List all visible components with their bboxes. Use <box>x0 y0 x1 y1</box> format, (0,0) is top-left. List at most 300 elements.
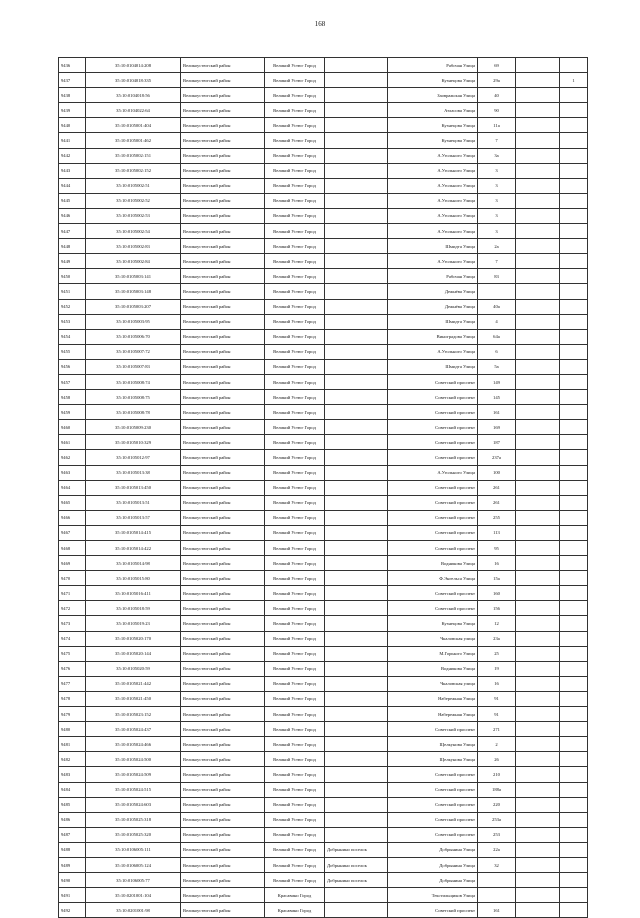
settlement-name-cell <box>325 737 388 752</box>
street-name-cell: А.Угольного Улица <box>388 148 478 163</box>
extra-field-1-cell <box>516 495 560 510</box>
extra-field-1-cell <box>516 873 560 888</box>
street-name-cell: Ф.Энгельса Улица <box>388 571 478 586</box>
row-number-cell: 9458 <box>59 390 86 405</box>
district-name-cell: Великоустюгский район <box>181 254 265 269</box>
district-name-cell: Великоустюгский район <box>181 586 265 601</box>
settlement-name-cell <box>325 178 388 193</box>
extra-field-2-cell <box>560 118 588 133</box>
city-name-cell: Великий Устюг Город <box>265 480 325 495</box>
table-row <box>59 405 588 420</box>
extra-field-2-cell <box>560 239 588 254</box>
settlement-name-cell <box>325 148 388 163</box>
row-number-cell: 9444 <box>59 178 86 193</box>
table-row <box>59 420 588 435</box>
street-name-cell: Советский проспект <box>388 450 478 465</box>
extra-field-1-cell <box>516 797 560 812</box>
extra-field-2-cell <box>560 812 588 827</box>
extra-field-1-cell <box>516 857 560 872</box>
district-name-cell: Великоустюгский район <box>181 857 265 872</box>
cadastral-number-cell: 35:10:0105007:72 <box>86 344 181 359</box>
row-number-cell: 9450 <box>59 269 86 284</box>
extra-field-1-cell <box>516 525 560 540</box>
table-row <box>59 767 588 782</box>
row-number-cell: 9438 <box>59 88 86 103</box>
district-name-cell: Великоустюгский район <box>181 631 265 646</box>
cadastral-number-cell: 35:10:0105013:450 <box>86 480 181 495</box>
city-name-cell: Великий Устюг Город <box>265 435 325 450</box>
settlement-name-cell <box>325 450 388 465</box>
street-name-cell: Кузнецова Улица <box>388 133 478 148</box>
street-name-cell: А.Угольного Улица <box>388 163 478 178</box>
cadastral-number-cell: 35:10:0105002:151 <box>86 148 181 163</box>
settlement-name-cell <box>325 827 388 842</box>
city-name-cell: Великий Устюг Город <box>265 178 325 193</box>
extra-field-2-cell <box>560 405 588 420</box>
settlement-name-cell <box>325 797 388 812</box>
street-name-cell: Дежнёва Улица <box>388 299 478 314</box>
district-name-cell: Великоустюгский район <box>181 58 265 73</box>
street-name-cell: Виноградова Улица <box>388 329 478 344</box>
extra-field-2-cell <box>560 58 588 73</box>
street-name-cell: Рабочая Улица <box>388 269 478 284</box>
extra-field-2-cell <box>560 465 588 480</box>
table-row <box>59 752 588 767</box>
table-row <box>59 827 588 842</box>
cadastral-number-cell: 35:10:0105024:515 <box>86 782 181 797</box>
city-name-cell: Великий Устюг Город <box>265 797 325 812</box>
extra-field-2-cell <box>560 707 588 722</box>
cadastral-number-cell: 35:10:0105013:57 <box>86 510 181 525</box>
city-name-cell: Великий Устюг Город <box>265 465 325 480</box>
settlement-name-cell <box>325 586 388 601</box>
district-name-cell: Великоустюгский район <box>181 510 265 525</box>
row-number-cell: 9484 <box>59 782 86 797</box>
row-number-cell: 9456 <box>59 359 86 374</box>
table-row <box>59 299 588 314</box>
street-name-cell: Текстильщиков Улица <box>388 888 478 903</box>
extra-field-2-cell <box>560 722 588 737</box>
settlement-name-cell <box>325 314 388 329</box>
house-number-cell: 2 <box>478 737 516 752</box>
house-number-cell <box>478 873 516 888</box>
house-number-cell: 90 <box>478 103 516 118</box>
settlement-name-cell <box>325 707 388 722</box>
extra-field-2-cell <box>560 510 588 525</box>
house-number-cell: 2а <box>478 239 516 254</box>
cadastral-number-cell: 35:10:0104018:56 <box>86 88 181 103</box>
district-name-cell: Великоустюгский район <box>181 480 265 495</box>
cadastral-number-cell: 35:10:0105013:51 <box>86 495 181 510</box>
city-name-cell: Великий Устюг Город <box>265 752 325 767</box>
row-number-cell: 9457 <box>59 374 86 389</box>
extra-field-2-cell <box>560 842 588 857</box>
cadastral-number-cell: 35:10:0105018:59 <box>86 601 181 616</box>
cadastral-number-cell: 35:10:0105024:509 <box>86 767 181 782</box>
extra-field-2-cell <box>560 314 588 329</box>
extra-field-1-cell <box>516 601 560 616</box>
house-number-cell: 3 <box>478 224 516 239</box>
city-name-cell: Великий Устюг Город <box>265 314 325 329</box>
row-number-cell: 9490 <box>59 873 86 888</box>
house-number-cell: 3 <box>478 163 516 178</box>
district-name-cell: Великоустюгский район <box>181 133 265 148</box>
page-number: 168 <box>314 20 326 28</box>
settlement-name-cell <box>325 782 388 797</box>
house-number-cell: 188а <box>478 782 516 797</box>
city-name-cell: Великий Устюг Город <box>265 541 325 556</box>
house-number-cell: 3а <box>478 148 516 163</box>
city-name-cell: Великий Устюг Город <box>265 616 325 631</box>
extra-field-2-cell <box>560 782 588 797</box>
cadastral-number-cell: 35:10:0105021:442 <box>86 676 181 691</box>
registry-body <box>59 58 588 918</box>
city-name-cell: Великий Устюг Город <box>265 329 325 344</box>
extra-field-2-cell <box>560 737 588 752</box>
settlement-name-cell <box>325 495 388 510</box>
district-name-cell: Великоустюгский район <box>181 314 265 329</box>
extra-field-2-cell <box>560 208 588 223</box>
row-number-cell: 9460 <box>59 420 86 435</box>
city-name-cell: Великий Устюг Город <box>265 390 325 405</box>
district-name-cell: Великоустюгский район <box>181 88 265 103</box>
house-number-cell: 16 <box>478 676 516 691</box>
extra-field-2-cell <box>560 254 588 269</box>
extra-field-1-cell <box>516 299 560 314</box>
row-number-cell: 9479 <box>59 707 86 722</box>
extra-field-1-cell <box>516 661 560 676</box>
district-name-cell: Великоустюгский район <box>181 163 265 178</box>
street-name-cell: Советский проспект <box>388 812 478 827</box>
settlement-name-cell <box>325 163 388 178</box>
settlement-name-cell <box>325 359 388 374</box>
table-row <box>59 344 588 359</box>
street-name-cell: Шмидта Улица <box>388 359 478 374</box>
extra-field-1-cell <box>516 193 560 208</box>
table-row <box>59 556 588 571</box>
row-number-cell: 9449 <box>59 254 86 269</box>
extra-field-2-cell <box>560 390 588 405</box>
cadastral-number-cell: 35:10:0105002:54 <box>86 224 181 239</box>
extra-field-2-cell <box>560 103 588 118</box>
cadastral-number-cell: 35:10:0105015:80 <box>86 571 181 586</box>
city-name-cell: Великий Устюг Город <box>265 722 325 737</box>
house-number-cell: 3 <box>478 208 516 223</box>
district-name-cell: Великоустюгский район <box>181 541 265 556</box>
extra-field-1-cell <box>516 616 560 631</box>
settlement-name-cell <box>325 616 388 631</box>
table-row <box>59 103 588 118</box>
extra-field-1-cell <box>516 208 560 223</box>
extra-field-2-cell <box>560 284 588 299</box>
extra-field-2-cell <box>560 269 588 284</box>
extra-field-1-cell <box>516 58 560 73</box>
extra-field-1-cell <box>516 510 560 525</box>
table-row <box>59 314 588 329</box>
row-number-cell: 9468 <box>59 541 86 556</box>
house-number-cell: 19 <box>478 661 516 676</box>
street-name-cell: Советский проспект <box>388 903 478 918</box>
district-name-cell: Великоустюгский район <box>181 405 265 420</box>
street-name-cell: Щелкунова Улица <box>388 737 478 752</box>
table-row <box>59 118 588 133</box>
table-row <box>59 254 588 269</box>
house-number-cell: 25 <box>478 646 516 661</box>
city-name-cell: Великий Устюг Город <box>265 284 325 299</box>
street-name-cell: Водникова Улица <box>388 661 478 676</box>
row-number-cell: 9446 <box>59 208 86 223</box>
row-number-cell: 9477 <box>59 676 86 691</box>
extra-field-1-cell <box>516 178 560 193</box>
extra-field-1-cell <box>516 73 560 88</box>
extra-field-1-cell <box>516 344 560 359</box>
extra-field-1-cell <box>516 254 560 269</box>
house-number-cell: 91 <box>478 707 516 722</box>
district-name-cell: Великоустюгский район <box>181 450 265 465</box>
street-name-cell: Атласова Улица <box>388 103 478 118</box>
table-row <box>59 601 588 616</box>
row-number-cell: 9461 <box>59 435 86 450</box>
district-name-cell: Великоустюгский район <box>181 359 265 374</box>
city-name-cell: Великий Устюг Город <box>265 420 325 435</box>
settlement-name-cell <box>325 646 388 661</box>
district-name-cell: Великоустюгский район <box>181 193 265 208</box>
cadastral-number-cell: 35:10:0105003:95 <box>86 314 181 329</box>
cadastral-number-cell: 35:10:0105013:38 <box>86 465 181 480</box>
house-number-cell: 210 <box>478 767 516 782</box>
extra-field-1-cell <box>516 903 560 918</box>
cadastral-number-cell: 35:10:0105016:411 <box>86 586 181 601</box>
table-row <box>59 676 588 691</box>
settlement-name-cell <box>325 480 388 495</box>
house-number-cell: 3 <box>478 178 516 193</box>
settlement-name-cell <box>325 888 388 903</box>
city-name-cell: Великий Устюг Город <box>265 873 325 888</box>
table-row <box>59 163 588 178</box>
cadastral-number-cell: 35:10:0105002:152 <box>86 163 181 178</box>
table-row <box>59 224 588 239</box>
street-name-cell: Советский проспект <box>388 510 478 525</box>
extra-field-1-cell <box>516 691 560 706</box>
street-name-cell: А.Угольного Улица <box>388 344 478 359</box>
table-row <box>59 133 588 148</box>
city-name-cell: Великий Устюг Город <box>265 73 325 88</box>
table-row <box>59 586 588 601</box>
city-name-cell: Великий Устюг Город <box>265 767 325 782</box>
extra-field-1-cell <box>516 103 560 118</box>
extra-field-1-cell <box>516 812 560 827</box>
row-number-cell: 9474 <box>59 631 86 646</box>
settlement-name-cell <box>325 58 388 73</box>
district-name-cell: Великоустюгский район <box>181 224 265 239</box>
street-name-cell: Шмидта Улица <box>388 314 478 329</box>
city-name-cell: Великий Устюг Город <box>265 691 325 706</box>
table-row <box>59 58 588 73</box>
street-name-cell: Добрынина Улица <box>388 873 478 888</box>
city-name-cell: Великий Устюг Город <box>265 827 325 842</box>
extra-field-1-cell <box>516 752 560 767</box>
street-name-cell: Советский проспект <box>388 435 478 450</box>
city-name-cell: Великий Устюг Город <box>265 586 325 601</box>
street-name-cell: Кузнецова Улица <box>388 616 478 631</box>
extra-field-1-cell <box>516 405 560 420</box>
cadastral-number-cell: 35:10:0105025:318 <box>86 812 181 827</box>
settlement-name-cell <box>325 435 388 450</box>
row-number-cell: 9436 <box>59 58 86 73</box>
table-row <box>59 722 588 737</box>
extra-field-1-cell <box>516 284 560 299</box>
city-name-cell: Великий Устюг Город <box>265 571 325 586</box>
extra-field-2-cell <box>560 133 588 148</box>
street-name-cell: Советский проспект <box>388 525 478 540</box>
table-row <box>59 797 588 812</box>
house-number-cell: 40 <box>478 88 516 103</box>
extra-field-2-cell <box>560 450 588 465</box>
extra-field-1-cell <box>516 450 560 465</box>
row-number-cell: 9443 <box>59 163 86 178</box>
settlement-name-cell <box>325 525 388 540</box>
extra-field-1-cell <box>516 148 560 163</box>
extra-field-1-cell <box>516 737 560 752</box>
district-name-cell: Великоустюгский район <box>181 118 265 133</box>
city-name-cell: Великий Устюг Город <box>265 525 325 540</box>
settlement-name-cell <box>325 299 388 314</box>
house-number-cell: 161 <box>478 405 516 420</box>
table-row <box>59 269 588 284</box>
district-name-cell: Великоустюгский район <box>181 752 265 767</box>
cadastral-number-cell: 35:10:0104018:335 <box>86 73 181 88</box>
district-name-cell: Великоустюгский район <box>181 73 265 88</box>
house-number-cell: 160 <box>478 586 516 601</box>
settlement-name-cell <box>325 661 388 676</box>
street-name-cell: А.Угольного Улица <box>388 193 478 208</box>
settlement-name-cell <box>325 420 388 435</box>
row-number-cell: 9453 <box>59 314 86 329</box>
cadastral-number-cell: 35:10:0105007:83 <box>86 359 181 374</box>
cadastral-number-cell: 35:10:0105024:603 <box>86 797 181 812</box>
cadastral-number-cell: 35:10:0105019:23 <box>86 616 181 631</box>
table-row <box>59 631 588 646</box>
settlement-name-cell <box>325 767 388 782</box>
row-number-cell: 9459 <box>59 405 86 420</box>
extra-field-2-cell <box>560 556 588 571</box>
cadastral-number-cell: 35:10:0105003:141 <box>86 269 181 284</box>
table-row <box>59 193 588 208</box>
extra-field-2-cell <box>560 616 588 631</box>
cadastral-number-cell: 35:10:0105024:466 <box>86 737 181 752</box>
row-number-cell: 9437 <box>59 73 86 88</box>
row-number-cell: 9463 <box>59 465 86 480</box>
extra-field-2-cell <box>560 435 588 450</box>
cadastral-number-cell: 35:10:0105020:144 <box>86 646 181 661</box>
row-number-cell: 9471 <box>59 586 86 601</box>
city-name-cell: Великий Устюг Город <box>265 405 325 420</box>
cadastral-number-cell: 35:10:0105014:98 <box>86 556 181 571</box>
table-row <box>59 812 588 827</box>
cadastral-number-cell: 35:10:0105006:70 <box>86 329 181 344</box>
extra-field-2-cell <box>560 359 588 374</box>
settlement-name-cell <box>325 88 388 103</box>
settlement-name-cell <box>325 73 388 88</box>
house-number-cell: 7 <box>478 133 516 148</box>
district-name-cell: Великоустюгский район <box>181 782 265 797</box>
row-number-cell: 9439 <box>59 103 86 118</box>
street-name-cell: Набережная Улица <box>388 691 478 706</box>
city-name-cell: Красавино Город <box>265 888 325 903</box>
table-row <box>59 73 588 88</box>
extra-field-2-cell <box>560 541 588 556</box>
row-number-cell: 9441 <box>59 133 86 148</box>
city-name-cell: Великий Устюг Город <box>265 163 325 178</box>
cadastral-number-cell: 35:10:0105003:207 <box>86 299 181 314</box>
street-name-cell: Советский проспект <box>388 480 478 495</box>
table-row <box>59 707 588 722</box>
property-registry-table <box>58 57 588 918</box>
table-row <box>59 616 588 631</box>
table-row <box>59 208 588 223</box>
extra-field-2-cell <box>560 661 588 676</box>
table-row <box>59 525 588 540</box>
district-name-cell: Великоустюгский район <box>181 661 265 676</box>
street-name-cell: Дежнёва Улица <box>388 284 478 299</box>
settlement-name-cell <box>325 118 388 133</box>
extra-field-2-cell <box>560 495 588 510</box>
district-name-cell: Великоустюгский район <box>181 842 265 857</box>
house-number-cell: 7 <box>478 254 516 269</box>
extra-field-2-cell <box>560 193 588 208</box>
settlement-name-cell <box>325 390 388 405</box>
extra-field-1-cell <box>516 239 560 254</box>
city-name-cell: Красавино Город <box>265 903 325 918</box>
house-number-cell: 4 <box>478 314 516 329</box>
extra-field-1-cell <box>516 374 560 389</box>
cadastral-number-cell: 35:10:0105014:422 <box>86 541 181 556</box>
table-row <box>59 435 588 450</box>
extra-field-1-cell <box>516 676 560 691</box>
extra-field-2-cell <box>560 88 588 103</box>
street-name-cell: А.Угольного Улица <box>388 254 478 269</box>
house-number-cell: 26 <box>478 752 516 767</box>
cadastral-number-cell: 35:10:0105002:51 <box>86 178 181 193</box>
row-number-cell: 9442 <box>59 148 86 163</box>
table-row <box>59 148 588 163</box>
street-name-cell: Кузнецова Улица <box>388 73 478 88</box>
house-number-cell: 64а <box>478 329 516 344</box>
house-number-cell: 23а <box>478 631 516 646</box>
extra-field-1-cell <box>516 767 560 782</box>
street-name-cell: Рабочая Улица <box>388 58 478 73</box>
extra-field-1-cell <box>516 314 560 329</box>
house-number-cell <box>478 888 516 903</box>
extra-field-1-cell <box>516 556 560 571</box>
street-name-cell: Советский проспект <box>388 390 478 405</box>
settlement-name-cell <box>325 812 388 827</box>
house-number-cell: 261 <box>478 480 516 495</box>
extra-field-1-cell <box>516 359 560 374</box>
row-number-cell: 9475 <box>59 646 86 661</box>
city-name-cell: Великий Устюг Город <box>265 676 325 691</box>
table-row <box>59 857 588 872</box>
street-name-cell: Заовражская Улица <box>388 88 478 103</box>
row-number-cell: 9487 <box>59 827 86 842</box>
row-number-cell: 9491 <box>59 888 86 903</box>
street-name-cell: Советский проспект <box>388 601 478 616</box>
cadastral-number-cell: 35:10:0104022:64 <box>86 103 181 118</box>
settlement-name-cell <box>325 722 388 737</box>
city-name-cell: Великий Устюг Город <box>265 450 325 465</box>
row-number-cell: 9466 <box>59 510 86 525</box>
settlement-name-cell: Добрынино поселок <box>325 873 388 888</box>
